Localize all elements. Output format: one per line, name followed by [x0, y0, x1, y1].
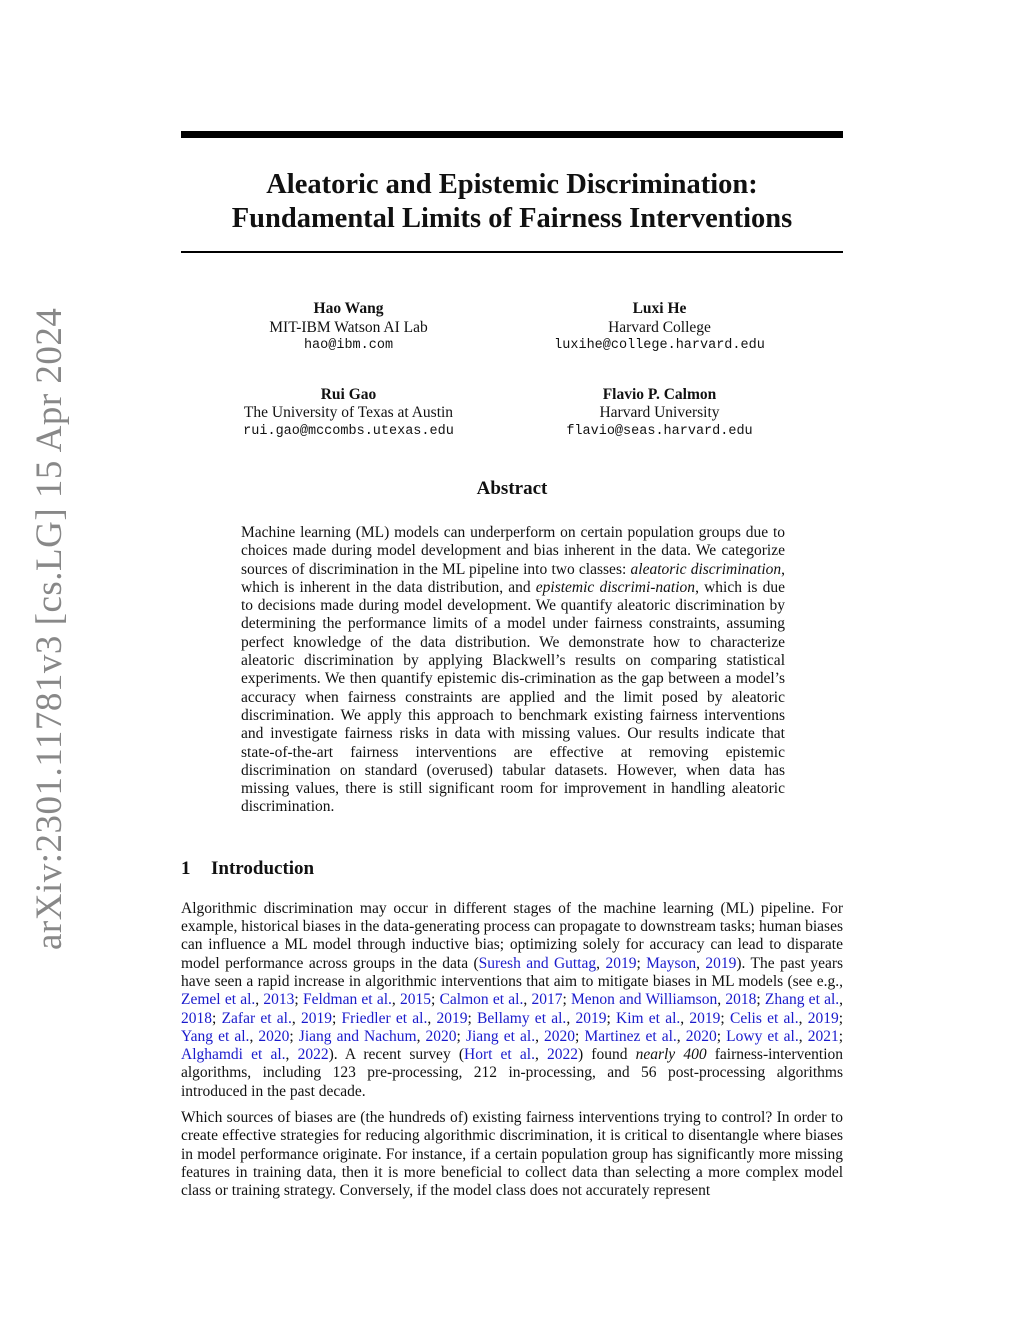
citation-link[interactable]: 2019 [300, 1009, 332, 1027]
citation-link[interactable]: Mayson [646, 954, 697, 972]
author-email[interactable]: hao@ibm.com [303, 338, 394, 353]
title-rule-bottom [181, 251, 843, 253]
citation-link[interactable]: Feldman et al. [302, 991, 392, 1009]
citation-link[interactable]: Yang et al. [181, 1027, 250, 1045]
citation-link[interactable]: 2021 [807, 1027, 839, 1045]
body-text: fairness-intervention algorithms, including 123 pre-processing, 212 in-processing, and 56 post-processing algorithms introduced in the past decade. [181, 1046, 843, 1100]
citation-link[interactable]: Friedler et al. [341, 1009, 428, 1027]
author-name: Rui Gao [320, 385, 377, 403]
arxiv-identifier: arXiv:2301.11781v3 [cs.LG] 15 Apr 2024 [29, 307, 70, 950]
citation-link[interactable]: 2019 [436, 1009, 468, 1027]
paper-title [181, 168, 843, 236]
author-email[interactable]: luxihe@college.harvard.edu [554, 338, 765, 353]
citation-link[interactable]: 2019 [575, 1009, 607, 1027]
citation-link[interactable]: 2017 [531, 991, 563, 1009]
citation-link[interactable]: 2018 [181, 1009, 212, 1027]
intro-paragraph-1: Algorithmic discrimination may occur in different stages of the machine learning (ML) pipeline. For example, historical biases in the data-generating process can propagate to downstream tasks; human biases can influence a ML model through inductive bias; optimizing solely for accuracy can lead to disparate model performance across groups in the data (Suresh and Guttag, 2019; Mayson, 2019). The past years have seen a rapid increase in algorithmic interventions that aim to mitigate biases in ML models (see e.g., Zemel et al., 2013; Feldman et al., 2015; Calmon et al., 2017; Menon and Williamson, 2018; Zhang et al., 2018; Zafar et al., 2019; Friedler et al., 2019; Bellamy et al., 2019; Kim et al., 2019; Celis et al., 2019; Yang et al., 2020; Jiang and Nachum, 2020; Jiang et al., 2020; Martinez et al., 2020; Lowy et al., 2021; Alghamdi et al., 2022). A recent survey (Hort et al., 2022) found nearly 400 fairness-intervention algorithms, including 123 pre-processing, 212 in-processing, and 56 post-processing algorithms introduced in the past decade. [181, 899, 844, 1100]
body-text: ). The past years have seen a rapid increase in algorithmic interventions that aim to mitigate biases in ML models (see e.g., [181, 954, 844, 990]
author-block [193, 386, 504, 442]
abstract-emphasis: aleatoric discrimination [630, 560, 782, 578]
section-heading-introduction [181, 858, 843, 880]
citation-link[interactable]: 2019 [705, 954, 737, 972]
citation-link[interactable]: 2013 [263, 991, 295, 1009]
author-email[interactable]: rui.gao@mccombs.utexas.edu [243, 423, 454, 439]
citation-link[interactable]: 2022 [546, 1046, 578, 1064]
author-affiliation: Harvard College [608, 318, 711, 336]
abstract-text: , which is inherent in the data distribution, and [241, 560, 785, 596]
body-text: Algorithmic discrimination may occur in different stages of the machine learning (ML) pipeline. For example, historical biases in the data-generating process can propagate to downstream tasks; human biases can influence a ML model through inductive bias; optimizing solely for accuracy can lead to disparate model performance across groups in the data ( [181, 899, 843, 972]
body-text: ) found [577, 1046, 636, 1064]
citation-link[interactable]: Alghamdi et al. [181, 1046, 286, 1064]
author-name: Luxi He [632, 300, 687, 317]
abstract-heading: Abstract [476, 478, 548, 499]
citation-link[interactable]: Zhang et al. [764, 991, 840, 1009]
citation-link[interactable]: 2020 [544, 1027, 576, 1045]
author-block [193, 300, 504, 356]
author-affiliation: The University of Texas at Austin [243, 404, 454, 421]
citation-link[interactable]: 2020 [258, 1027, 290, 1045]
author-email[interactable]: flavio@seas.harvard.edu [566, 423, 753, 439]
citation-link[interactable]: Jiang and Nachum [298, 1027, 417, 1045]
author-block [504, 386, 815, 442]
citation-link[interactable]: 2018 [725, 991, 757, 1009]
author-name: Hao Wang [313, 300, 384, 317]
citation-link[interactable]: Menon and Williamson [571, 991, 718, 1009]
abstract-text: , which is due to decisions made during model development. We quantify aleatoric discrimination by determining the performance limits of a model under fairness constraints, assuming perfect knowledge of the data distribution. We demonstrate how to characterize aleatoric discrimination by applying Blackwell’s results on comparing statistical experiments. We then quantify epistemic dis-crimination as the gap between a model’s accuracy when fairness constraints are applied and the limit posed by aleatoric discrimination. We apply this approach to benchmark existing fairness interventions and investigate fairness risks in data with missing values. Our results indicate that state-of-the-art fairness interventions are effective at removing epistemic discrimination on standard (overused) tabular datasets. However, when data has missing values, there is still significant room for improvement in handling aleatoric discrimination. [241, 578, 785, 816]
abstract-text: Machine learning (ML) models can underperform on certain population groups due to choices made during model development and bias inherent in the data. We categorize sources of discrimination in the ML pipeline into two classes: [241, 524, 785, 578]
author-affiliation: MIT-IBM Watson AI Lab [269, 318, 428, 336]
citation-link[interactable]: Jiang et al. [465, 1027, 536, 1045]
citation-link[interactable]: 2019 [605, 954, 637, 972]
citation-link[interactable]: Zafar et al. [221, 1009, 292, 1027]
citation-link[interactable]: 2019 [807, 1009, 839, 1027]
citation-link[interactable]: Bellamy et al. [477, 1009, 567, 1027]
citation-link[interactable]: 2022 [297, 1046, 329, 1064]
title-rule-top [181, 131, 843, 138]
author-block [504, 300, 815, 356]
author-name: Flavio P. Calmon [602, 385, 717, 403]
citation-link[interactable]: 2019 [689, 1009, 721, 1027]
section-number: 1 [181, 857, 191, 879]
author-list [181, 300, 843, 441]
citation-link[interactable]: Hort et al. [464, 1046, 535, 1064]
citation-link[interactable]: 2015 [400, 991, 432, 1009]
citation-link[interactable]: Martinez et al. [584, 1027, 677, 1045]
citation-link[interactable]: Zemel et al. [181, 991, 256, 1009]
body-emphasis: nearly 400 [635, 1046, 707, 1064]
citation-link[interactable]: Kim et al. [616, 1009, 681, 1027]
paper-page [181, 131, 843, 1201]
citation-link[interactable]: Calmon et al. [439, 991, 524, 1009]
citation-link[interactable]: 2020 [685, 1027, 717, 1045]
body-text: ). A recent survey ( [328, 1046, 464, 1064]
title-line-2: Fundamental Limits of Fairness Interventions [231, 203, 793, 234]
citation-link[interactable]: 2020 [425, 1027, 457, 1045]
section-title: Introduction [211, 857, 315, 879]
citation-link[interactable]: Celis et al. [729, 1009, 799, 1027]
title-line-1: Aleatoric and Epistemic Discrimination: [266, 169, 758, 200]
citation-link[interactable]: Lowy et al. [726, 1027, 799, 1045]
author-affiliation: Harvard University [599, 404, 720, 421]
abstract-emphasis: epistemic discrimi-nation [535, 578, 696, 596]
abstract-body [241, 524, 785, 817]
intro-paragraph-2: Which sources of biases are (the hundreds of) existing fairness interventions trying to control? In order to create effective strategies for reducing algorithmic discrimination, it is critical to disentangle where biases in model performance originate. For instance, if a certain population group has significantly more missing features in training data, then it is more beneficial to collect data than selecting a more complex model class or training strategy. Conversely, if the model class does not accurately represent [181, 1109, 843, 1200]
citation-link[interactable]: Suresh and Guttag [478, 954, 597, 972]
